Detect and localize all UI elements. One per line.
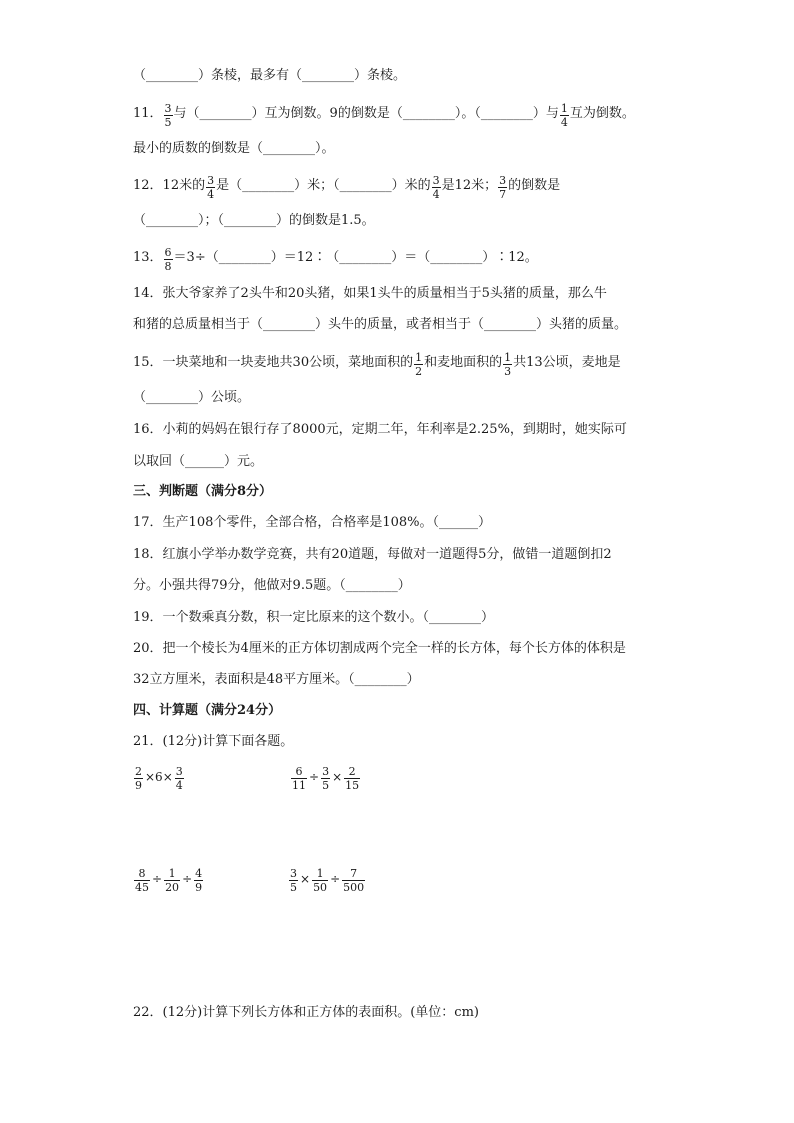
q19-line [133,608,494,628]
q21-text: 21．(12分)计算下面各题。 [133,734,294,749]
q11-text-c: 最小的质数的倒数是（________）。 [133,141,335,156]
fraction: $\frac{3}{5}$ [290,866,297,894]
q11-line2 [133,139,335,159]
q13-number: 13． [133,250,163,265]
q17-text: 17．生产108个零件，全部合格，合格率是108%。（______） [133,515,492,530]
section-3-title: 三、判断题（满分8分） [133,484,273,499]
q18-text-b: 分。小强共得79分，他做对9.5题。（________） [133,578,411,593]
q17-line [133,513,491,533]
fraction-1-4: $\frac{1}{4}$ [560,101,568,129]
operator: ×6× [145,770,173,784]
calc-expression-4 [288,864,366,894]
q15-text-a: 15．一块菜地和一块麦地共30公顷，菜地面积的 [133,355,414,370]
q22-text: 22．(12分)计算下列长方体和正方体的表面积。(单位：cm) [133,1005,479,1020]
q12-text-b: 是（________）米；（________）米的 [216,178,431,193]
operator: × [300,872,311,886]
fraction: $\frac{6}{11}$ [292,764,306,792]
operator: ÷ [330,872,341,886]
fraction-3-7: $\frac{3}{7}$ [499,173,507,201]
fraction-1-2: $\frac{1}{2}$ [415,350,423,378]
q14-text-a: 14．张大爷家养了2头牛和20头猪，如果1头牛的质量相当于5头猪的质量，那么牛 [133,286,607,301]
q16-text-a: 16．小莉的妈妈在银行存了8000元，定期二年，年利率是2.25%，到期时，她实际可 [133,422,627,437]
fraction: $\frac{1}{20}$ [165,866,180,894]
q16-text-b: 以取回（______）元。 [133,454,264,469]
fraction: $\frac{2}{9}$ [135,764,142,792]
q12-line1 [133,173,561,201]
q18-line1 [133,545,612,565]
calc-expression-1 [133,762,185,792]
q18-text-a: 18．红旗小学举办数学竞赛，共有20道题，每做对一道题得5分，做错一道题倒扣2 [133,547,612,562]
q12-text-a: 12米的 [162,178,206,193]
q20-text-a: 20．把一个棱长为4厘米的正方体切割成两个完全一样的长方体，每个长方体的体积是 [133,641,626,656]
operator: ÷ [309,770,320,784]
fraction-6-8: $\frac{6}{8}$ [164,245,172,273]
q10-continuation [133,66,406,86]
fraction-3-5: $\frac{3}{5}$ [164,101,172,129]
q19-text: 19．一个数乘真分数，积一定比原来的这个数小。（________） [133,610,495,625]
q14-line1 [133,284,607,304]
fraction: $\frac{7}{500}$ [343,866,365,894]
q10-text: （________）条棱，最多有（________）条棱。 [133,68,407,83]
fraction: $\frac{4}{9}$ [195,866,203,894]
q14-text-b: 和猪的总质量相当于（________）头牛的质量，或者相当于（________）头猪的质量。 [133,317,628,332]
q15-line1 [133,350,621,378]
q20-line2 [133,670,420,690]
operator: ÷ [152,872,163,886]
q12-text-e: （________）；（________）的倒数是1.5。 [133,213,375,228]
q12-line2 [133,211,375,231]
fraction: $\frac{8}{45}$ [135,866,149,894]
calc-expression-2 [290,762,361,792]
q11-text-b: 互为倒数。 [569,106,635,121]
q15-text-d: （________）公顷。 [133,390,251,405]
q12-text-c: 是12米； [441,178,498,193]
q15-text-c: 共13公顷，麦地是 [513,355,621,370]
fraction: $\frac{3}{5}$ [322,764,330,792]
q12-number: 12． [133,178,163,193]
q16-line2 [133,452,263,472]
fraction: $\frac{1}{50}$ [313,866,328,894]
q11-text-a: 与（________）互为倒数。9的倒数是（________）。（________）与 [173,106,559,121]
q13-line [133,245,538,273]
fraction-1-3: $\frac{1}{3}$ [504,350,512,378]
calc-expression-3 [133,864,204,894]
operator: × [332,770,343,784]
q20-line1 [133,639,626,659]
q15-line2 [133,388,250,408]
q13-text: ＝3÷（________）＝12∶（________）＝（________）∶12。 [173,250,538,265]
q14-line2 [133,315,627,335]
section-4-title: 四、计算题（满分24分） [133,703,282,718]
operator: ÷ [182,872,193,886]
fraction-3-4-second: $\frac{3}{4}$ [432,173,440,201]
q16-line1 [133,420,627,440]
q15-text-b: 和麦地面积的 [424,355,503,370]
q21-line [133,732,293,752]
q22-line [133,1003,479,1023]
q20-text-b: 32立方厘米，表面积是48平方厘米。（________） [133,672,420,687]
fraction-3-4: $\frac{3}{4}$ [207,173,215,201]
section-3-heading [133,482,272,502]
q18-line2 [133,576,411,596]
section-4-heading [133,701,281,721]
q11-number: 11． [133,106,163,121]
q12-text-d: 的倒数是 [508,178,561,193]
fraction: $\frac{2}{15}$ [345,764,360,792]
q11-line1 [133,101,635,129]
fraction: $\frac{3}{4}$ [175,764,183,792]
